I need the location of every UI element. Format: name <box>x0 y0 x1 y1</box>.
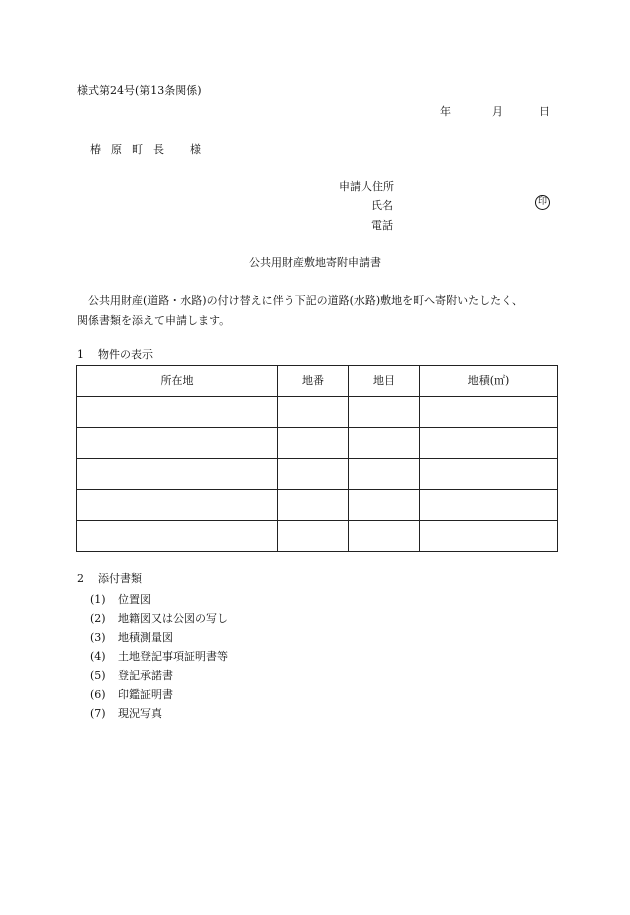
date-month-label: 月 <box>492 105 503 118</box>
table-cell[interactable] <box>77 428 278 459</box>
form-number: 様式第24号(第13条関係) <box>77 84 202 97</box>
table-row <box>77 490 558 521</box>
attachment-text: 地積測量図 <box>118 631 173 644</box>
applicant-name-label: 氏名 <box>371 199 393 212</box>
date-year-label: 年 <box>440 105 451 118</box>
table-cell[interactable] <box>278 521 349 552</box>
list-item <box>90 628 228 647</box>
applicant-address-label: 申請人住所 <box>339 180 394 193</box>
attachment-number: (1) <box>90 593 106 606</box>
table-cell[interactable] <box>278 428 349 459</box>
section1-label: 物件の表示 <box>98 348 153 361</box>
seal-mark: 印 <box>535 195 550 210</box>
attachment-number: (4) <box>90 650 106 663</box>
table-cell[interactable] <box>420 428 558 459</box>
table-cell[interactable] <box>420 397 558 428</box>
table-cell[interactable] <box>349 428 420 459</box>
section1-heading <box>77 348 153 363</box>
list-item <box>90 647 228 666</box>
list-item <box>90 666 228 685</box>
table-row <box>77 428 558 459</box>
document-title: 公共用財産敷地寄附申請書 <box>249 256 381 269</box>
attachment-text: 登記承諾書 <box>118 669 173 682</box>
table-cell[interactable] <box>77 490 278 521</box>
table-cell[interactable] <box>77 521 278 552</box>
attachment-number: (3) <box>90 631 106 644</box>
attachment-text: 現況写真 <box>118 707 162 720</box>
property-table <box>76 365 558 552</box>
section1-number: 1 <box>77 348 84 361</box>
table-cell[interactable] <box>349 490 420 521</box>
attachment-number: (7) <box>90 707 106 720</box>
attachment-number: (5) <box>90 669 106 682</box>
body-line: 公共用財産(道路・水路)の付け替えに伴う下記の道路(水路)敷地を町へ寄附いたしたく、 <box>88 294 523 307</box>
table-row <box>77 397 558 428</box>
list-item <box>90 590 228 609</box>
table-cell[interactable] <box>349 397 420 428</box>
table-cell[interactable] <box>349 521 420 552</box>
addressee-char: 原 <box>111 143 122 156</box>
section2-heading <box>77 572 142 587</box>
table-cell[interactable] <box>77 397 278 428</box>
column-header-lot-number: 地番 <box>278 366 349 397</box>
addressee <box>90 143 201 158</box>
addressee-char: 椿 <box>90 143 101 156</box>
section2-label: 添付書類 <box>98 572 142 585</box>
table-cell[interactable] <box>278 490 349 521</box>
table-cell[interactable] <box>278 397 349 428</box>
applicant-phone-label: 電話 <box>371 219 393 232</box>
table-header-row <box>77 366 558 397</box>
addressee-char: 町 <box>132 143 143 156</box>
column-header-location: 所在地 <box>77 366 278 397</box>
addressee-char: 長 <box>153 143 164 156</box>
table-cell[interactable] <box>349 459 420 490</box>
table-cell[interactable] <box>77 459 278 490</box>
list-item <box>90 685 228 704</box>
list-item <box>90 609 228 628</box>
table-cell[interactable] <box>420 459 558 490</box>
date-day-label: 日 <box>539 105 550 118</box>
attachment-number: (2) <box>90 612 106 625</box>
attachment-number: (6) <box>90 688 106 701</box>
attachment-text: 地籍図又は公図の写し <box>118 612 228 625</box>
table-cell[interactable] <box>420 521 558 552</box>
column-header-land-category: 地目 <box>349 366 420 397</box>
attachment-text: 印鑑証明書 <box>118 688 173 701</box>
attachment-text: 位置図 <box>118 593 151 606</box>
table-cell[interactable] <box>420 490 558 521</box>
attachment-text: 土地登記事項証明書等 <box>118 650 228 663</box>
section2-number: 2 <box>77 572 84 585</box>
table-row <box>77 459 558 490</box>
addressee-honorific: 様 <box>190 143 201 156</box>
list-item <box>90 704 228 723</box>
body-text <box>77 291 557 331</box>
attachment-list <box>90 590 228 723</box>
body-line: 関係書類を添えて申請します。 <box>77 314 231 327</box>
table-row <box>77 521 558 552</box>
table-cell[interactable] <box>278 459 349 490</box>
column-header-area: 地積(㎡) <box>420 366 558 397</box>
